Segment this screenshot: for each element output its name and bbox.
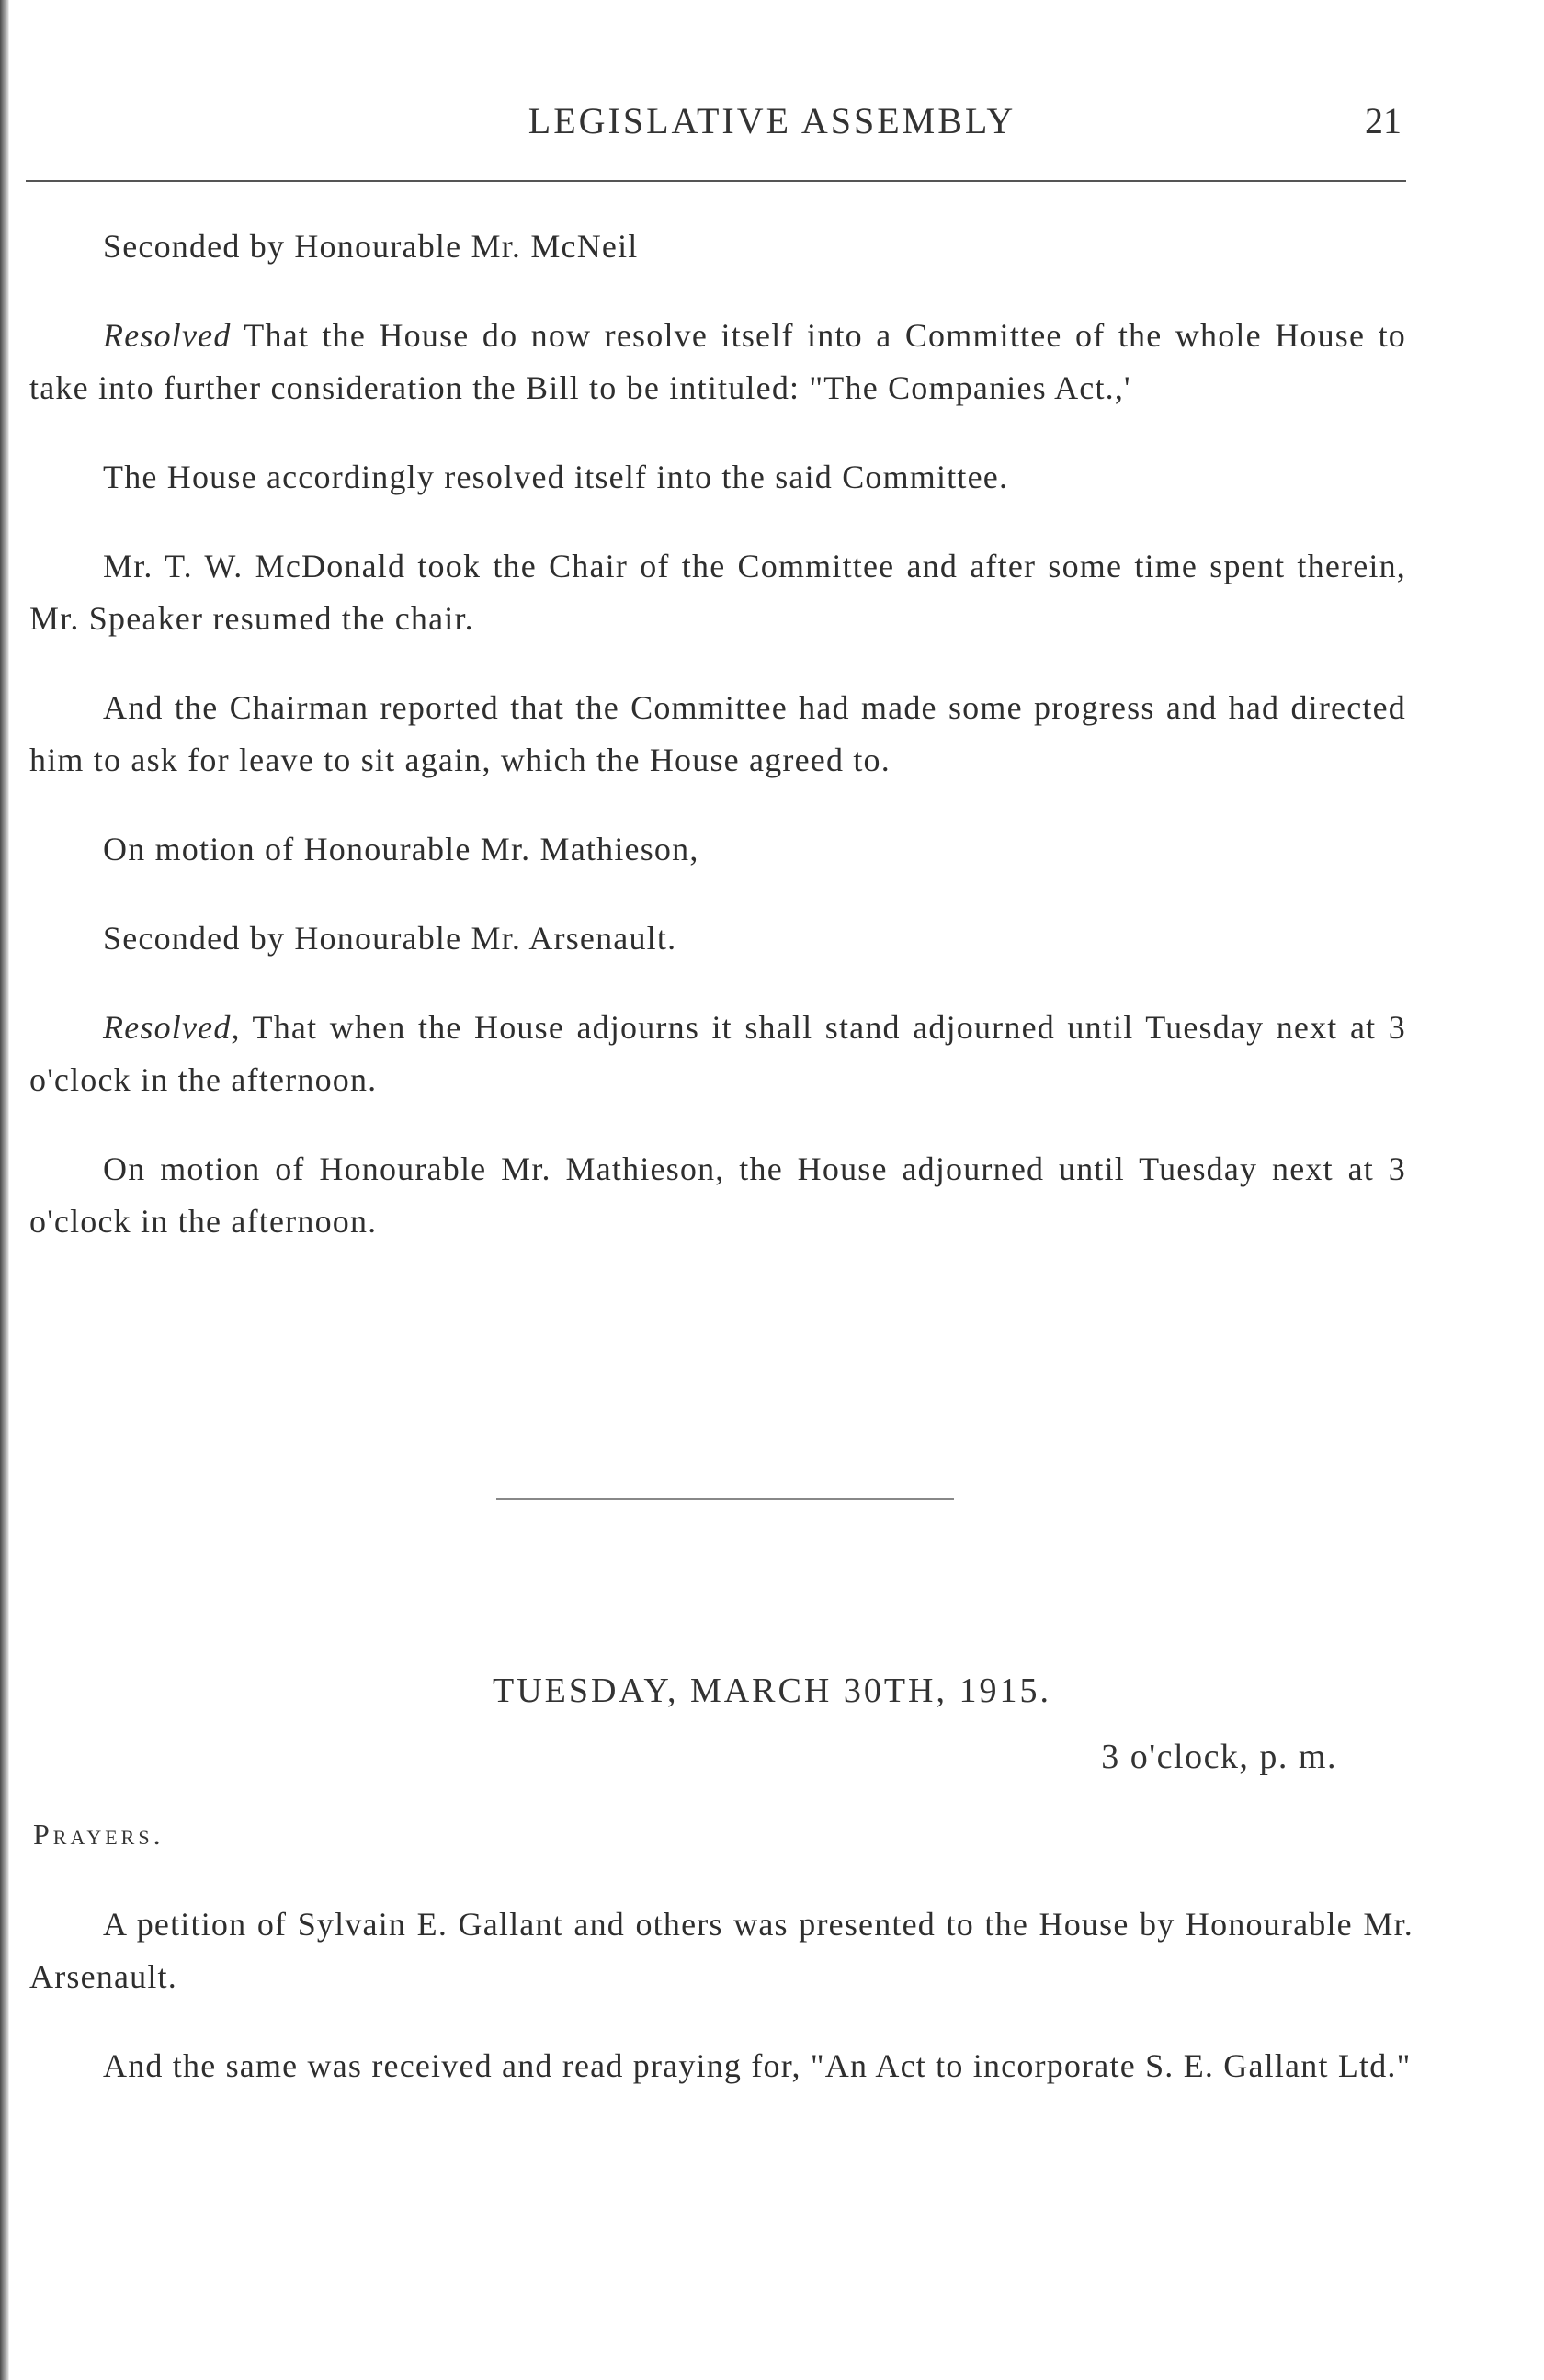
resolved-label: Resolved (103, 317, 232, 354)
paragraph-resolved-adjourn (29, 1002, 1406, 1106)
section-1-body (29, 221, 1406, 1285)
resolved-label: Resolved, (103, 1009, 241, 1046)
resolved-text: That the House do now resolve itself into a Committee of the whole House to take into further consideration the Bill to be intituled: "The Companies Act.,' (29, 317, 1406, 406)
section-2-body (29, 1898, 1413, 2129)
time-line: 3 o'clock, p. m. (1101, 1738, 1337, 1776)
paragraph-motion: On motion of Honourable Mr. Mathieson, (103, 831, 699, 867)
paragraph-chairman-reported: And the Chairman reported that the Committee had made some progress and had directed him to ask for leave to sit again, which the House agreed to. (29, 689, 1406, 778)
resolved-text: That when the House adjourns it shall stand adjourned until Tuesday next at 3 o'clock in the afternoon. (29, 1009, 1406, 1098)
running-title: LEGISLATIVE ASSEMBLY (528, 100, 1016, 142)
date-heading: TUESDAY, MARCH 30TH, 1915. (493, 1672, 1051, 1710)
paragraph-praying: And the same was received and read praying for, "An Act to incorporate S. E. Gallant Ltd." (103, 2047, 1412, 2084)
header-rule (26, 180, 1406, 182)
paragraph-seconded-arsenault: Seconded by Honourable Mr. Arsenault. (103, 920, 677, 957)
running-head (0, 99, 1544, 154)
prayers-heading: Prayers. (33, 1818, 165, 1851)
paragraph-resolved-committee (29, 310, 1406, 414)
paragraph-petition: A petition of Sylvain E. Gallant and others was presented to the House by Honourable Mr. Arsenault. (29, 1906, 1413, 1995)
section-divider (496, 1498, 954, 1500)
paragraph-house-resolved: The House accordingly resolved itself into the said Committee. (103, 459, 1009, 495)
paragraph-chair: Mr. T. W. McDonald took the Chair of the Committee and after some time spent therein, Mr. Speaker resumed the chair. (29, 548, 1406, 637)
paragraph-seconded: Seconded by Honourable Mr. McNeil (103, 228, 639, 265)
page-number: 21 (1365, 100, 1402, 142)
paragraph-adjourned: On motion of Honourable Mr. Mathieson, the House adjourned until Tuesday next at 3 o'clock in the afternoon. (29, 1150, 1406, 1240)
